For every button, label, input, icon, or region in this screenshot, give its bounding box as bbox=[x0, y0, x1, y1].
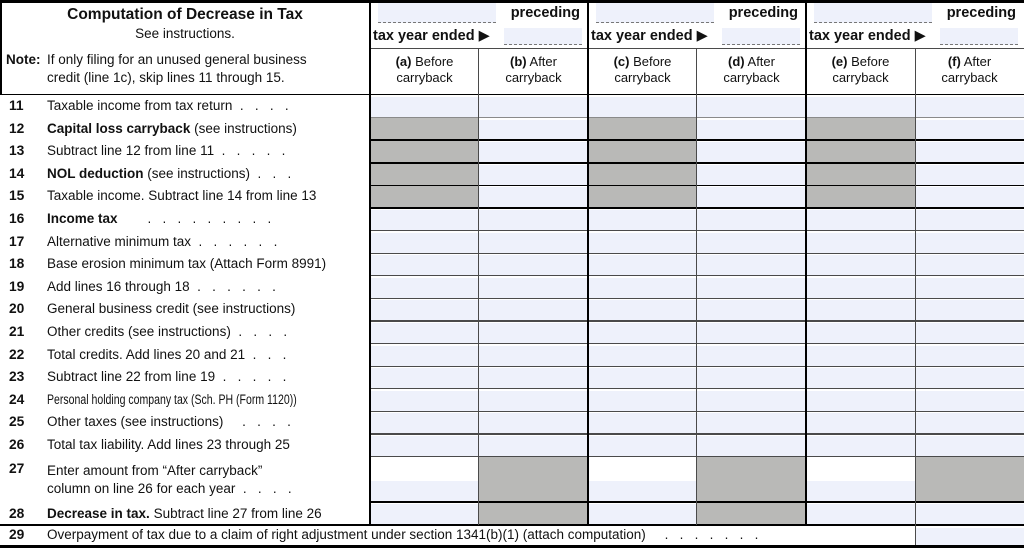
row-number-29: 29 bbox=[9, 527, 25, 542]
row-number-27: 27 bbox=[9, 460, 25, 476]
cell-22f[interactable] bbox=[915, 344, 1024, 367]
tax-year-ended-label-1 bbox=[373, 28, 490, 44]
cell-13e bbox=[806, 140, 915, 163]
grid-line bbox=[915, 48, 916, 545]
cell-14e bbox=[806, 163, 915, 186]
row-label-15 bbox=[47, 185, 367, 208]
cell-23e[interactable] bbox=[806, 366, 915, 389]
row-number-14: 14 bbox=[9, 165, 25, 181]
row-label-bold: NOL deduction bbox=[47, 165, 144, 181]
column-header-e: (e) Before carryback bbox=[831, 54, 890, 85]
tax-year-field-bottom-1[interactable] bbox=[504, 28, 582, 45]
cell-27b bbox=[479, 457, 588, 502]
row-label-text: Enter amount from “After carryback” bbox=[47, 462, 263, 478]
dot-leader: . . . bbox=[245, 346, 287, 362]
row-label-16 bbox=[47, 208, 367, 231]
cell-15d[interactable] bbox=[697, 185, 806, 208]
row-label-25 bbox=[47, 411, 367, 434]
cell-25c[interactable] bbox=[588, 411, 697, 434]
grid-line bbox=[696, 48, 697, 525]
row-number-23: 23 bbox=[9, 369, 25, 385]
cell-28e[interactable] bbox=[806, 502, 915, 525]
grid-line bbox=[0, 0, 1024, 3]
cell-26a[interactable] bbox=[370, 434, 479, 457]
cell-25d[interactable] bbox=[697, 411, 806, 434]
cell-25a[interactable] bbox=[370, 411, 479, 434]
cell-12c bbox=[588, 118, 697, 141]
row-number-20: 20 bbox=[9, 301, 25, 317]
cell-23a[interactable] bbox=[370, 366, 479, 389]
row-label-27 bbox=[47, 457, 367, 507]
cell-19d[interactable] bbox=[697, 276, 806, 299]
cell-16d[interactable] bbox=[697, 208, 806, 231]
cell-13b[interactable] bbox=[479, 140, 588, 163]
cell-17a[interactable] bbox=[370, 231, 479, 254]
row-label-text: column on line 26 for each year bbox=[47, 481, 236, 497]
dot-leader: . . . . . . . bbox=[645, 527, 759, 542]
cell-24b[interactable] bbox=[479, 389, 588, 412]
cell-17d[interactable] bbox=[697, 231, 806, 254]
dot-leader: . . . . . bbox=[214, 143, 286, 159]
cell-11d[interactable] bbox=[697, 95, 806, 118]
row-label-text: Add lines 16 through 18 bbox=[47, 278, 190, 294]
grid-line bbox=[369, 0, 371, 525]
cell-18e[interactable] bbox=[806, 253, 915, 276]
cell-27e[interactable] bbox=[806, 457, 915, 502]
row-number-24: 24 bbox=[9, 391, 25, 407]
dot-leader: . . . . . . . . . bbox=[117, 211, 272, 226]
row-number-15: 15 bbox=[9, 188, 25, 204]
cell-26e[interactable] bbox=[806, 434, 915, 457]
cell-13d[interactable] bbox=[697, 140, 806, 163]
dot-leader: . . . bbox=[250, 165, 292, 181]
cell-11c[interactable] bbox=[588, 95, 697, 118]
row-label-text: Other credits (see instructions) bbox=[47, 324, 231, 339]
cell-13c bbox=[588, 140, 697, 163]
cell-18f[interactable] bbox=[915, 253, 1024, 276]
arrow-right-icon: ▶ bbox=[478, 28, 490, 44]
row-number-16: 16 bbox=[9, 211, 25, 226]
cell-14c bbox=[588, 163, 697, 186]
cell-22e[interactable] bbox=[806, 344, 915, 367]
grid-line bbox=[805, 0, 807, 525]
cell-15b[interactable] bbox=[479, 185, 588, 208]
column-header-b: (b) After carryback bbox=[505, 54, 562, 85]
row-label-bold: Income tax bbox=[47, 211, 118, 226]
cell-21e[interactable] bbox=[806, 321, 915, 344]
column-letter: (b) bbox=[510, 54, 527, 69]
tax-year-ended-label-3 bbox=[809, 28, 926, 44]
cell-21c[interactable] bbox=[588, 321, 697, 344]
cell-16e[interactable] bbox=[806, 208, 915, 231]
row-label-text: Total credits. Add lines 20 and 21 bbox=[47, 346, 246, 362]
cell-11b[interactable] bbox=[479, 95, 588, 118]
cell-14f[interactable] bbox=[915, 163, 1024, 186]
row-label-26 bbox=[47, 434, 367, 457]
cell-25f[interactable] bbox=[915, 411, 1024, 434]
entry-field[interactable] bbox=[806, 481, 915, 502]
row-label-20 bbox=[47, 298, 367, 321]
cell-25e[interactable] bbox=[806, 411, 915, 434]
cell-21d[interactable] bbox=[697, 321, 806, 344]
tax-year-ended-text: tax year ended bbox=[591, 28, 697, 44]
cell-26c[interactable] bbox=[588, 434, 697, 457]
cell-24c[interactable] bbox=[588, 389, 697, 412]
row-number-11: 11 bbox=[9, 98, 24, 113]
cell-18b[interactable] bbox=[479, 253, 588, 276]
row-label-23 bbox=[47, 366, 367, 389]
cell-28f[interactable] bbox=[915, 502, 1024, 525]
tax-year-ended-text: tax year ended bbox=[809, 28, 915, 44]
row-label-13 bbox=[47, 140, 367, 163]
cell-18d[interactable] bbox=[697, 253, 806, 276]
cell-12d[interactable] bbox=[697, 118, 806, 141]
note-label: Note: bbox=[6, 52, 41, 67]
dot-leader: . . . . bbox=[232, 98, 289, 113]
cell-12b[interactable] bbox=[479, 118, 588, 141]
row-label-14 bbox=[47, 163, 367, 186]
grid-line bbox=[0, 524, 1024, 526]
cell-12a bbox=[370, 118, 479, 141]
row-label-28 bbox=[47, 502, 367, 525]
section-subtitle: See instructions. bbox=[135, 26, 235, 41]
cell-12e bbox=[806, 118, 915, 141]
row-label-text: (see instructions) bbox=[143, 165, 251, 181]
cell-27d bbox=[697, 457, 806, 502]
cell-24e[interactable] bbox=[806, 389, 915, 412]
cell-21b[interactable] bbox=[479, 321, 588, 344]
row-number-28: 28 bbox=[9, 506, 25, 521]
cell-21f[interactable] bbox=[915, 321, 1024, 344]
row-number-12: 12 bbox=[9, 120, 25, 136]
column-letter: (a) bbox=[395, 54, 412, 69]
cell-24d[interactable] bbox=[697, 389, 806, 412]
cell-15e bbox=[806, 185, 915, 208]
preceding-label-3: preceding bbox=[946, 5, 1016, 21]
row-number-17: 17 bbox=[9, 233, 25, 249]
cell-14d[interactable] bbox=[697, 163, 806, 186]
tax-year-field-bottom-2[interactable] bbox=[722, 28, 800, 45]
row-label-22 bbox=[47, 344, 367, 367]
row-label-text: Taxable income. Subtract line 14 from line 13 bbox=[47, 188, 317, 204]
row-label-text: Other taxes (see instructions) bbox=[47, 414, 224, 430]
row-label-text: Subtract line 22 from line 19 bbox=[47, 369, 216, 385]
row-label-text: Personal holding company tax (Sch. PH (Form 1120)) bbox=[47, 391, 297, 407]
cell-26b[interactable] bbox=[479, 434, 588, 457]
cell-22a[interactable] bbox=[370, 344, 479, 367]
cell-22d[interactable] bbox=[697, 344, 806, 367]
column-header-a: (a) Before carryback bbox=[395, 54, 454, 85]
section-title: Computation of Decrease in Tax bbox=[67, 6, 303, 23]
cell-19a[interactable] bbox=[370, 276, 479, 299]
cell-28d bbox=[697, 502, 806, 525]
cell-11e[interactable] bbox=[806, 95, 915, 118]
cell-18a[interactable] bbox=[370, 253, 479, 276]
row-label-24 bbox=[47, 389, 367, 412]
row-label-17 bbox=[47, 231, 367, 254]
row-number-13: 13 bbox=[9, 143, 25, 159]
cell-20e[interactable] bbox=[806, 298, 915, 321]
cell-26f[interactable] bbox=[915, 434, 1024, 457]
cell-27c[interactable] bbox=[588, 457, 697, 502]
cell-20a[interactable] bbox=[370, 298, 479, 321]
cell-28a[interactable] bbox=[370, 502, 479, 525]
cell-19b[interactable] bbox=[479, 276, 588, 299]
cell-21a[interactable] bbox=[370, 321, 479, 344]
column-letter: (d) bbox=[728, 54, 745, 69]
column-header-d: (d) After carryback bbox=[723, 54, 780, 85]
column-letter: (c) bbox=[613, 54, 630, 69]
column-letter: (e) bbox=[831, 54, 848, 69]
arrow-right-icon: ▶ bbox=[914, 28, 926, 44]
cell-27f bbox=[915, 457, 1024, 502]
grid-line bbox=[0, 0, 2, 95]
row-label-text: General business credit (see instructions) bbox=[47, 301, 296, 317]
cell-17c[interactable] bbox=[588, 231, 697, 254]
dot-leader: . . . . . . bbox=[191, 233, 278, 249]
row-label-text: Alternative minimum tax bbox=[47, 233, 192, 249]
dot-leader: . . . . . bbox=[215, 369, 287, 385]
row-label-11 bbox=[47, 95, 367, 118]
row-number-21: 21 bbox=[9, 324, 25, 339]
cell-23d[interactable] bbox=[697, 366, 806, 389]
grid-line bbox=[587, 0, 589, 525]
row-label-text: (see instructions) bbox=[190, 120, 297, 136]
row-label-18 bbox=[47, 253, 367, 276]
tax-year-ended-text: tax year ended bbox=[373, 28, 479, 44]
row-label-bold: Decrease in tax. bbox=[47, 506, 150, 521]
cell-13a bbox=[370, 140, 479, 163]
row-label-text: Subtract line 12 from line 11 bbox=[47, 143, 215, 159]
cell-17f[interactable] bbox=[915, 231, 1024, 254]
cell-17b[interactable] bbox=[479, 231, 588, 254]
cell-16c[interactable] bbox=[588, 208, 697, 231]
grid-line bbox=[0, 94, 1024, 96]
cell-28c[interactable] bbox=[588, 502, 697, 525]
cell-23f[interactable] bbox=[915, 366, 1024, 389]
tax-year-ended-label-2 bbox=[591, 28, 708, 44]
cell-15a bbox=[370, 185, 479, 208]
cell-27a[interactable] bbox=[370, 457, 479, 502]
cell-23c[interactable] bbox=[588, 366, 697, 389]
cell-26d[interactable] bbox=[697, 434, 806, 457]
cell-19e[interactable] bbox=[806, 276, 915, 299]
row-label-text: Subtract line 27 from line 26 bbox=[149, 506, 322, 521]
cell-11a[interactable] bbox=[370, 95, 479, 118]
row-label-text: Taxable income from tax return bbox=[47, 98, 233, 113]
cell-15f[interactable] bbox=[915, 185, 1024, 208]
tax-year-field-bottom-3[interactable] bbox=[940, 28, 1018, 45]
cell-20f[interactable] bbox=[915, 298, 1024, 321]
row-number-18: 18 bbox=[9, 256, 25, 272]
column-header-c: (c) Before carryback bbox=[613, 54, 672, 85]
cell-29f[interactable] bbox=[916, 526, 1024, 545]
cell-19f[interactable] bbox=[915, 276, 1024, 299]
entry-field[interactable] bbox=[588, 481, 697, 502]
cell-16b[interactable] bbox=[479, 208, 588, 231]
cell-20d[interactable] bbox=[697, 298, 806, 321]
cell-24a[interactable] bbox=[370, 389, 479, 412]
row-label-21 bbox=[47, 321, 367, 344]
dot-leader: . . . . bbox=[230, 324, 288, 339]
cell-12f[interactable] bbox=[915, 118, 1024, 141]
cell-28b bbox=[479, 502, 588, 525]
row-label-text: Base erosion minimum tax (Attach Form 8991) bbox=[47, 256, 327, 272]
dot-leader: . . . . bbox=[223, 414, 291, 430]
dot-leader: . . . . . . bbox=[189, 278, 276, 294]
entry-field[interactable] bbox=[370, 481, 479, 502]
note-text-line1: If only filing for an unused general business bbox=[47, 52, 307, 67]
row-number-19: 19 bbox=[9, 278, 25, 294]
cell-14b[interactable] bbox=[479, 163, 588, 186]
grid-line bbox=[0, 545, 1024, 548]
row-label-19 bbox=[47, 276, 367, 299]
cell-18c[interactable] bbox=[588, 253, 697, 276]
note-text-line2: credit (line 1c), skip lines 11 through 15. bbox=[47, 70, 285, 85]
cell-17e[interactable] bbox=[806, 231, 915, 254]
cell-20c[interactable] bbox=[588, 298, 697, 321]
cell-14a bbox=[370, 163, 479, 186]
row-number-22: 22 bbox=[9, 346, 25, 362]
row-label-bold: Capital loss carryback bbox=[47, 120, 191, 136]
arrow-right-icon: ▶ bbox=[696, 28, 708, 44]
column-header-f: (f) After carryback bbox=[941, 54, 998, 85]
cell-23b[interactable] bbox=[479, 366, 588, 389]
dot-leader: . . . . bbox=[235, 481, 292, 497]
cell-13f[interactable] bbox=[915, 140, 1024, 163]
cell-22b[interactable] bbox=[479, 344, 588, 367]
cell-19c[interactable] bbox=[588, 276, 697, 299]
row-label-29 bbox=[47, 525, 907, 545]
row-number-26: 26 bbox=[9, 437, 25, 452]
cell-15c bbox=[588, 185, 697, 208]
cell-24f[interactable] bbox=[915, 389, 1024, 412]
grid-line bbox=[478, 48, 479, 525]
column-letter: (f) bbox=[947, 54, 961, 69]
cell-16a[interactable] bbox=[370, 208, 479, 231]
cell-25b[interactable] bbox=[479, 411, 588, 434]
row-label-12 bbox=[47, 118, 367, 141]
cell-11f[interactable] bbox=[915, 95, 1024, 118]
row-number-25: 25 bbox=[9, 414, 25, 430]
row-label-text: Overpayment of tax due to a claim of right adjustment under section 1341(b)(1) (attach computation) bbox=[47, 527, 646, 542]
cell-20b[interactable] bbox=[479, 298, 588, 321]
cell-22c[interactable] bbox=[588, 344, 697, 367]
cell-16f[interactable] bbox=[915, 208, 1024, 231]
preceding-label-1: preceding bbox=[510, 5, 580, 21]
preceding-label-2: preceding bbox=[728, 5, 798, 21]
row-label-text: Total tax liability. Add lines 23 through 25 bbox=[47, 437, 290, 452]
